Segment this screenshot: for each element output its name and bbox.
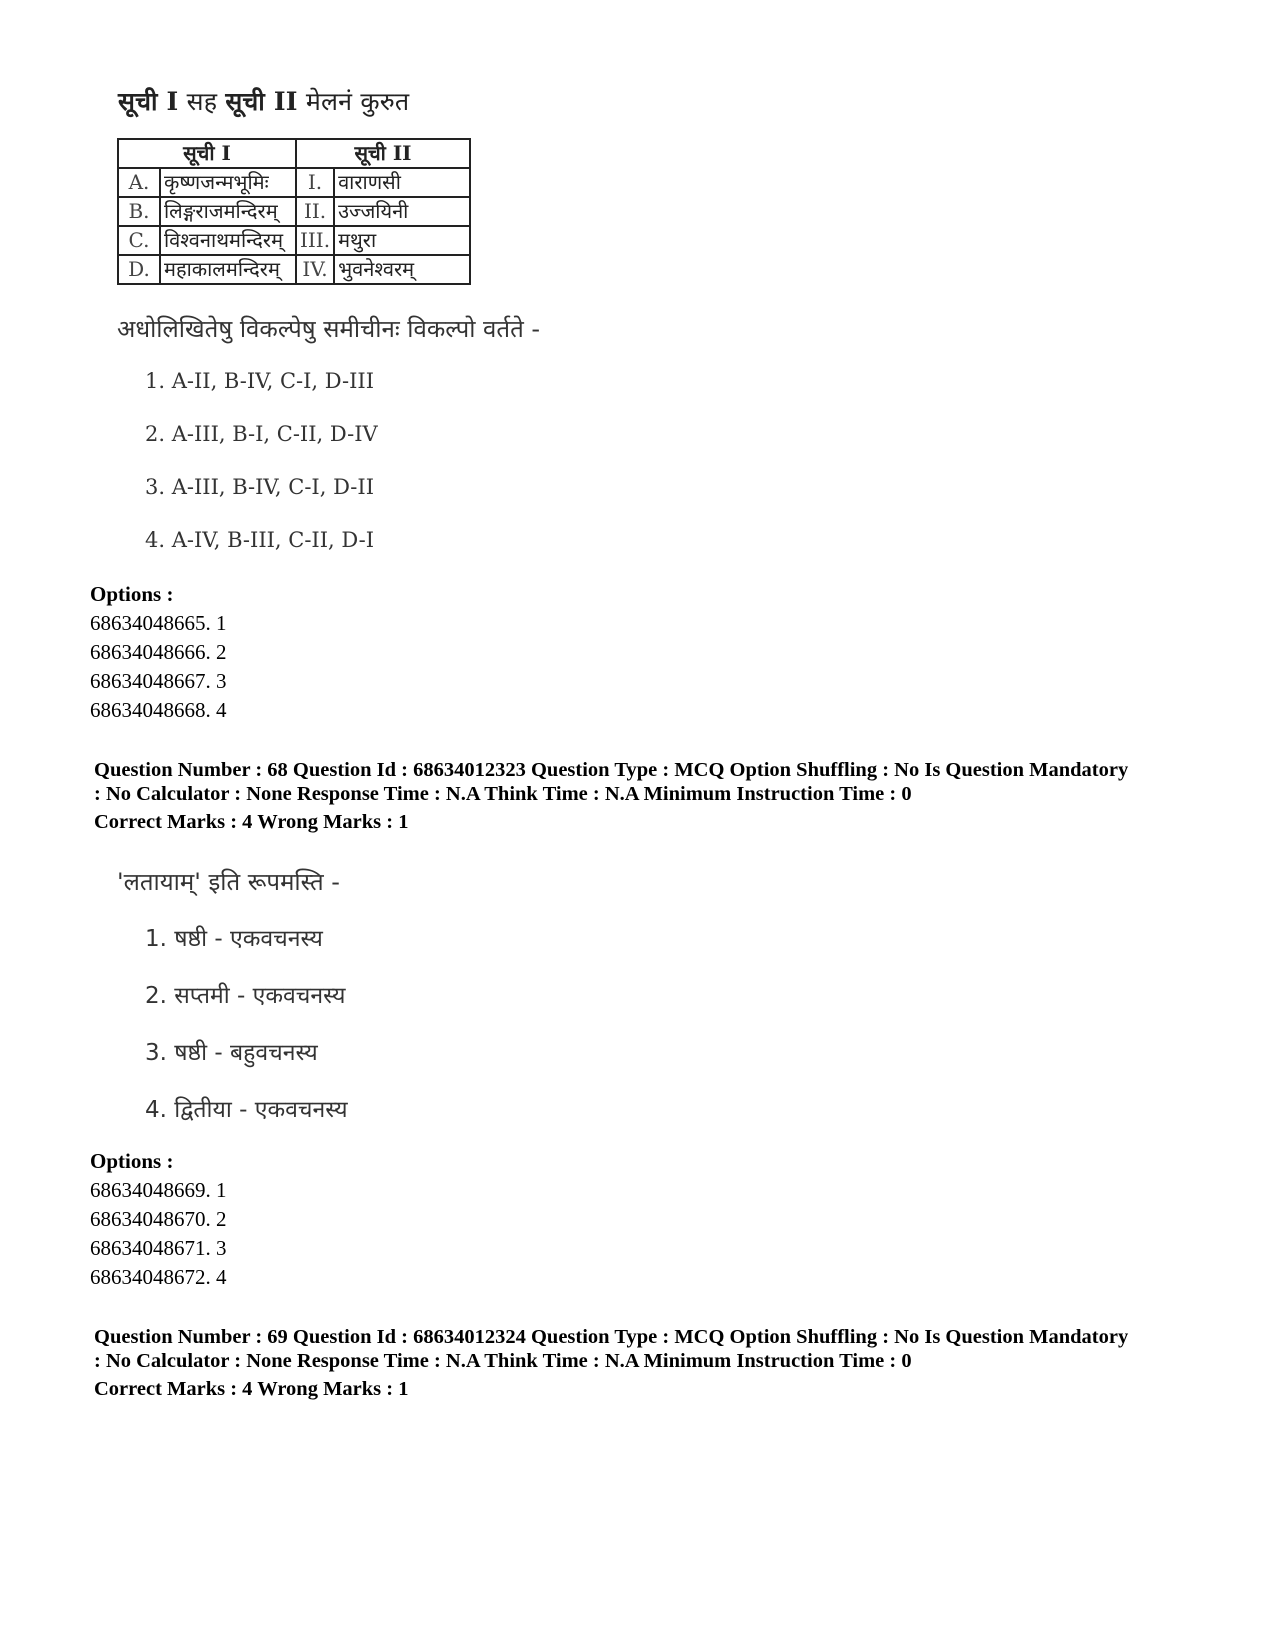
q67-title-instruction: मेलनं कुरुत [297,87,410,116]
q67-match-table [117,138,471,285]
q68-choice-2: 2. सप्तमी - एकवचनस्य [145,983,346,1009]
list2-item: मथुरा [334,226,470,255]
table-row [118,197,470,226]
q69-meta [94,1325,1194,1401]
q68-stem: 'लतायाम्' इति रूपमस्ति - [117,868,340,896]
option-item: 68634048670. 2 [90,1207,227,1231]
row-label: D. [118,255,160,284]
table-row [118,168,470,197]
q68-choice-1: 1. षष्ठी - एकवचनस्य [145,926,323,952]
option-item: 68634048669. 1 [90,1178,227,1202]
q69-meta-line1: Question Number : 69 Question Id : 68634012324 Question Type : MCQ Option Shuffling : No Is Question Mandatory [94,1326,1129,1348]
q68-meta-line1: Question Number : 68 Question Id : 68634012323 Question Type : MCQ Option Shuffling : No Is Question Mandatory [94,759,1129,781]
q68-choice-3: 3. षष्ठी - बहुवचनस्य [145,1040,318,1066]
q67-choice-3: 3. A-III, B-IV, C-I, D-II [145,475,374,499]
list2-item: वाराणसी [334,168,470,197]
q67-choice-4: 4. A-IV, B-III, C-II, D-I [145,528,374,552]
q68-meta [94,758,1194,834]
list1-item: विश्वनाथमन्दिरम् [160,226,296,255]
row-label: A. [118,168,160,197]
q68-meta-line2: : No Calculator : None Response Time : N.A Think Time : N.A Minimum Instruction Time : 0 [94,783,912,805]
table-row [118,226,470,255]
row-label: IV. [296,255,334,284]
table-header-list2: सूची II [296,139,470,168]
option-item: 68634048665. 1 [90,611,227,635]
table-row [118,255,470,284]
q68-options [90,1147,227,1292]
q67-title [118,84,409,118]
q67-options [90,580,227,725]
row-label: I. [296,168,334,197]
option-item: 68634048667. 3 [90,669,227,693]
q68-marks: Correct Marks : 4 Wrong Marks : 1 [94,811,409,833]
q69-marks: Correct Marks : 4 Wrong Marks : 1 [94,1378,409,1400]
option-item: 68634048671. 3 [90,1236,227,1260]
q67-title-conj: सह [178,87,226,116]
q67-title-list2: सूची II [225,87,298,116]
table-header-list1: सूची I [118,139,296,168]
q67-choice-1: 1. A-II, B-IV, C-I, D-III [145,369,374,393]
option-item: 68634048668. 4 [90,698,227,722]
row-label: C. [118,226,160,255]
option-item: 68634048672. 4 [90,1265,227,1289]
list2-item: भुवनेश्वरम् [334,255,470,284]
row-label: II. [296,197,334,226]
option-item: 68634048666. 2 [90,640,227,664]
q67-choice-2: 2. A-III, B-I, C-II, D-IV [145,422,378,446]
q67-stem: अधोलिखितेषु विकल्पेषु समीचीनः विकल्पो वर्तते - [117,315,541,343]
q67-match-table-wrap [117,138,471,285]
list1-item: कृष्णजन्मभूमिः [160,168,296,197]
list2-item: उज्जयिनी [334,197,470,226]
q67-title-list1: सूची I [118,87,179,116]
row-label: B. [118,197,160,226]
row-label: III. [296,226,334,255]
options-label: Options : [90,1149,174,1173]
list1-item: लिङ्गराजमन्दिरम् [160,197,296,226]
q68-choice-4: 4. द्वितीया - एकवचनस्य [145,1097,348,1123]
options-label: Options : [90,582,174,606]
list1-item: महाकालमन्दिरम् [160,255,296,284]
q69-meta-line2: : No Calculator : None Response Time : N.A Think Time : N.A Minimum Instruction Time : 0 [94,1350,912,1372]
